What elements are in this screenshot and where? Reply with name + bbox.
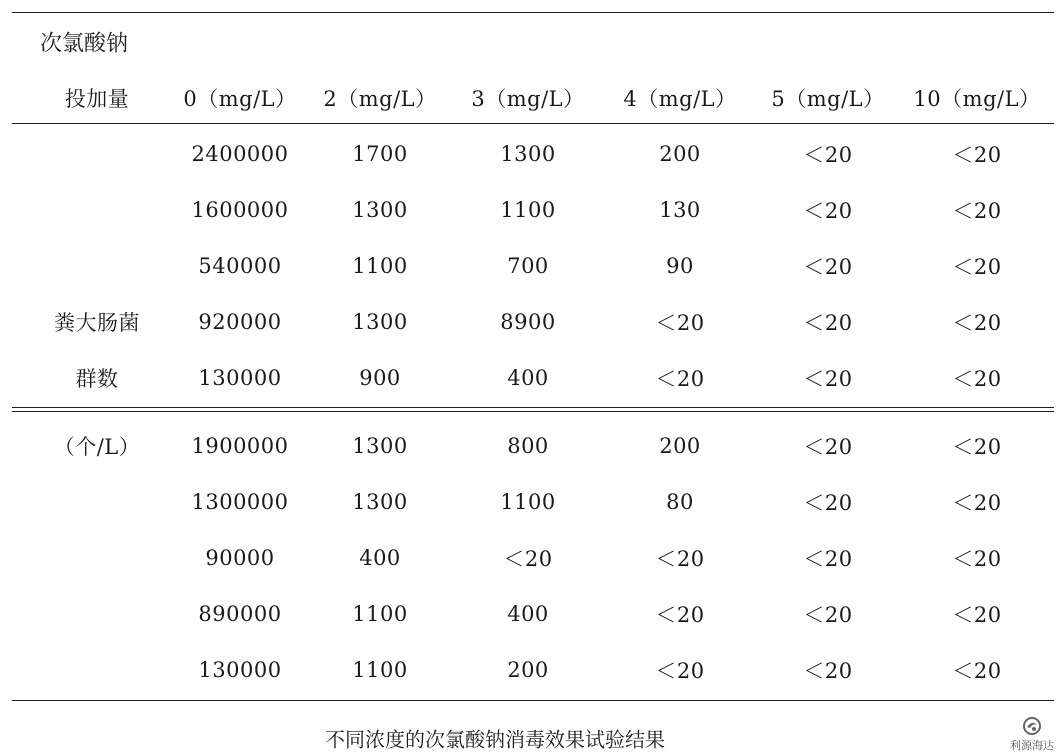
table-cell: 200 [659,434,701,458]
table-cell: 1300 [352,490,408,514]
table-cell: 1700 [352,142,408,166]
table-cell: 540000 [198,254,282,278]
table-cell: ＜20 [803,255,853,279]
table-cell: 130000 [198,658,282,682]
table-cell: 1300 [352,198,408,222]
table-cell: 1900000 [191,434,289,458]
table-cell: 1300 [500,142,556,166]
table-cell: ＜20 [803,547,853,571]
table-cell: 1300 [352,310,408,334]
table-cell: 700 [507,254,549,278]
table-header-top-label: 次氯酸钠 [40,31,129,57]
table-bottom-rule [12,700,1054,701]
table-cell: ＜20 [952,603,1002,627]
row-label: 粪大肠菌 [54,311,140,335]
table-cell: 200 [507,658,549,682]
table-cell: 90000 [205,546,275,570]
header-bottom-rule [12,123,1054,124]
table-cell: ＜20 [655,659,705,683]
brand-logo-icon [1022,716,1042,736]
header-concentration-3: 3（mg/L） [471,87,585,111]
table-cell: 900 [359,366,401,390]
table-cell: ＜20 [655,547,705,571]
table-cell: ＜20 [952,255,1002,279]
group-divider-rule [12,407,1054,412]
table-cell: 2400000 [191,142,289,166]
table-cell: 80 [666,490,694,514]
table-cell: ＜20 [803,367,853,391]
watermark-logo [1010,716,1054,753]
table-cell: 890000 [198,602,282,626]
table-caption: 不同浓度的次氯酸钠消毒效果试验结果 [325,727,665,752]
table-cell: 130000 [198,366,282,390]
table-top-rule [12,12,1054,13]
table-cell: ＜20 [803,659,853,683]
table-cell: 1100 [352,658,408,682]
row-label: 群数 [75,367,119,391]
table-cell: ＜20 [952,547,1002,571]
table-cell: 1300 [352,434,408,458]
table-cell: 920000 [198,310,282,334]
table-cell: ＜20 [952,311,1002,335]
table-cell: 8900 [500,310,556,334]
table-cell: ＜20 [803,435,853,459]
table-cell: ＜20 [952,199,1002,223]
table-cell: 1300000 [191,490,289,514]
row-label: （个/L） [53,435,141,459]
table-cell: ＜20 [803,491,853,515]
header-concentration-5: 5（mg/L） [771,87,885,111]
table-cell: ＜20 [803,143,853,167]
table-cell: 1100 [500,198,556,222]
table-cell: ＜20 [952,143,1002,167]
table-cell: 400 [507,366,549,390]
table-cell: 1100 [500,490,556,514]
table-cell: 1100 [352,602,408,626]
header-concentration-4: 4（mg/L） [623,87,737,111]
table-cell: ＜20 [655,367,705,391]
table-cell: ＜20 [952,659,1002,683]
table-cell: 400 [359,546,401,570]
table-cell: ＜20 [503,547,553,571]
table-cell: ＜20 [952,367,1002,391]
table-cell: ＜20 [803,603,853,627]
table-cell: 90 [666,254,694,278]
header-concentration-2: 2（mg/L） [323,87,437,111]
table-cell: 400 [507,602,549,626]
table-cell: 1600000 [191,198,289,222]
header-concentration-6: 10（mg/L） [913,87,1041,111]
table-cell: ＜20 [952,491,1002,515]
table-cell: 800 [507,434,549,458]
table-cell: ＜20 [655,603,705,627]
header-dosage-label: 投加量 [64,87,130,111]
table-cell: 130 [659,198,701,222]
table-cell: 1100 [352,254,408,278]
table-cell: ＜20 [952,435,1002,459]
table-cell: ＜20 [803,199,853,223]
table-cell: ＜20 [803,311,853,335]
header-concentration-1: 0（mg/L） [183,87,297,111]
watermark-text: 利源海达 [1010,739,1054,752]
table-cell: ＜20 [655,311,705,335]
table-cell: 200 [659,142,701,166]
